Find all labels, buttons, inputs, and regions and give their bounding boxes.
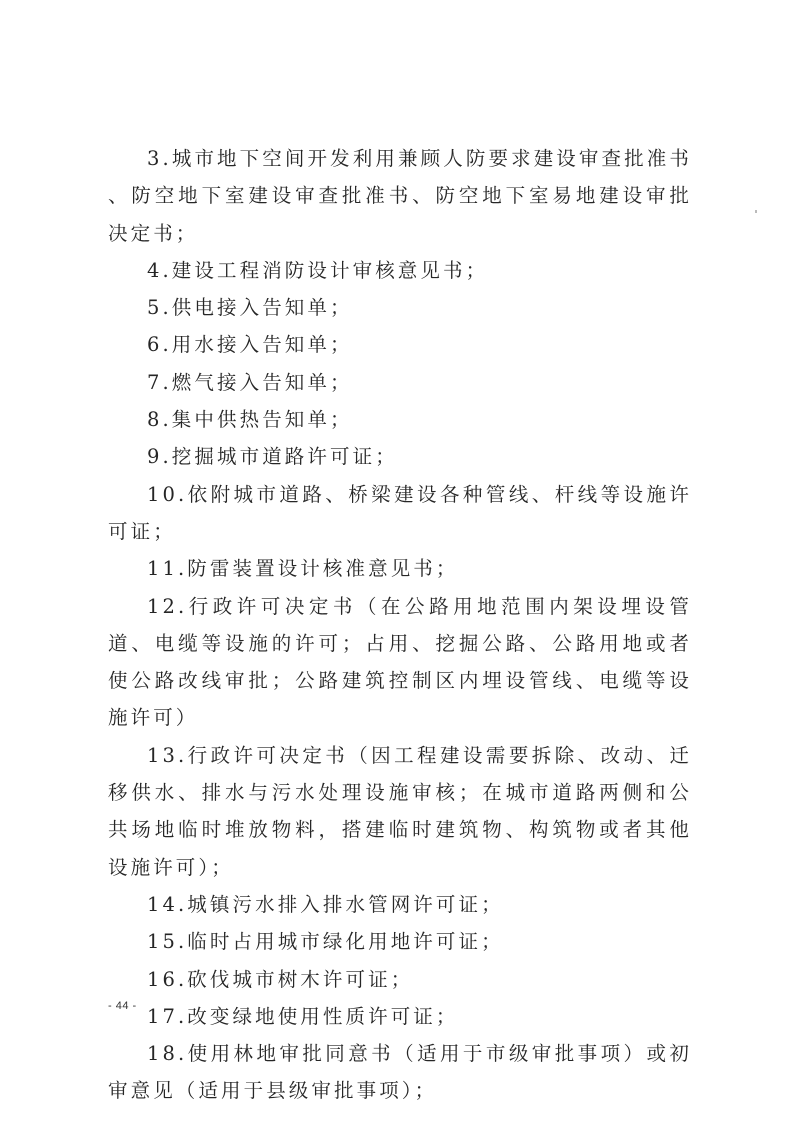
document-body: [108, 140, 692, 1110]
list-item-8: 8.集中供热告知单；: [147, 408, 353, 432]
list-item-11: 11.防雷装置设计核准意见书；: [147, 557, 459, 581]
list-item-7: 7.燃气接入告知单；: [147, 370, 353, 394]
list-item-3: 3.城市地下空间开发利用兼顾人防要求建设审查批准书 、防空地下室建设审查批准书、防空地下室易地建设审批决定书；: [108, 147, 692, 245]
scan-artifact: [755, 210, 757, 213]
list-item-4: 4.建设工程消防设计审核意见书；: [147, 258, 489, 282]
list-item-18: 18.使用林地审批同意书（适用于市级审批事项）或初审意见（适用于县级审批事项）；: [108, 1042, 692, 1103]
list-item-12: 12.行政许可决定书（在公路用地范围内架设埋设管道、电缆等设施的许可；占用、挖掘公路、公路用地或者使公路改线审批；公路建筑控制区内埋设管线、电缆等设施许可）: [108, 594, 692, 730]
list-item-17: 17.改变绿地使用性质许可证；: [147, 1004, 459, 1028]
list-item-5: 5.供电接入告知单；: [147, 296, 353, 320]
list-item-15: 15.临时占用城市绿化用地许可证；: [147, 930, 504, 954]
page-number: - 44 -: [108, 1000, 137, 1012]
list-item-13: 13.行政许可决定书（因工程建设需要拆除、改动、迁移供水、排水与污水处理设施审核；在城市道路两侧和公共场地临时堆放物料，搭建临时建筑物、构筑物或者其他设施许可）；: [108, 743, 692, 879]
list-item-10: 10.依附城市道路、桥梁建设各种管线、杆线等设施许可证；: [108, 482, 692, 543]
list-item-6: 6.用水接入告知单；: [147, 333, 353, 357]
list-item-9: 9.挖掘城市道路许可证；: [147, 445, 398, 469]
list-item-16: 16.砍伐城市树木许可证；: [147, 967, 414, 991]
list-item-14: 14.城镇污水排入排水管网许可证；: [147, 892, 504, 916]
